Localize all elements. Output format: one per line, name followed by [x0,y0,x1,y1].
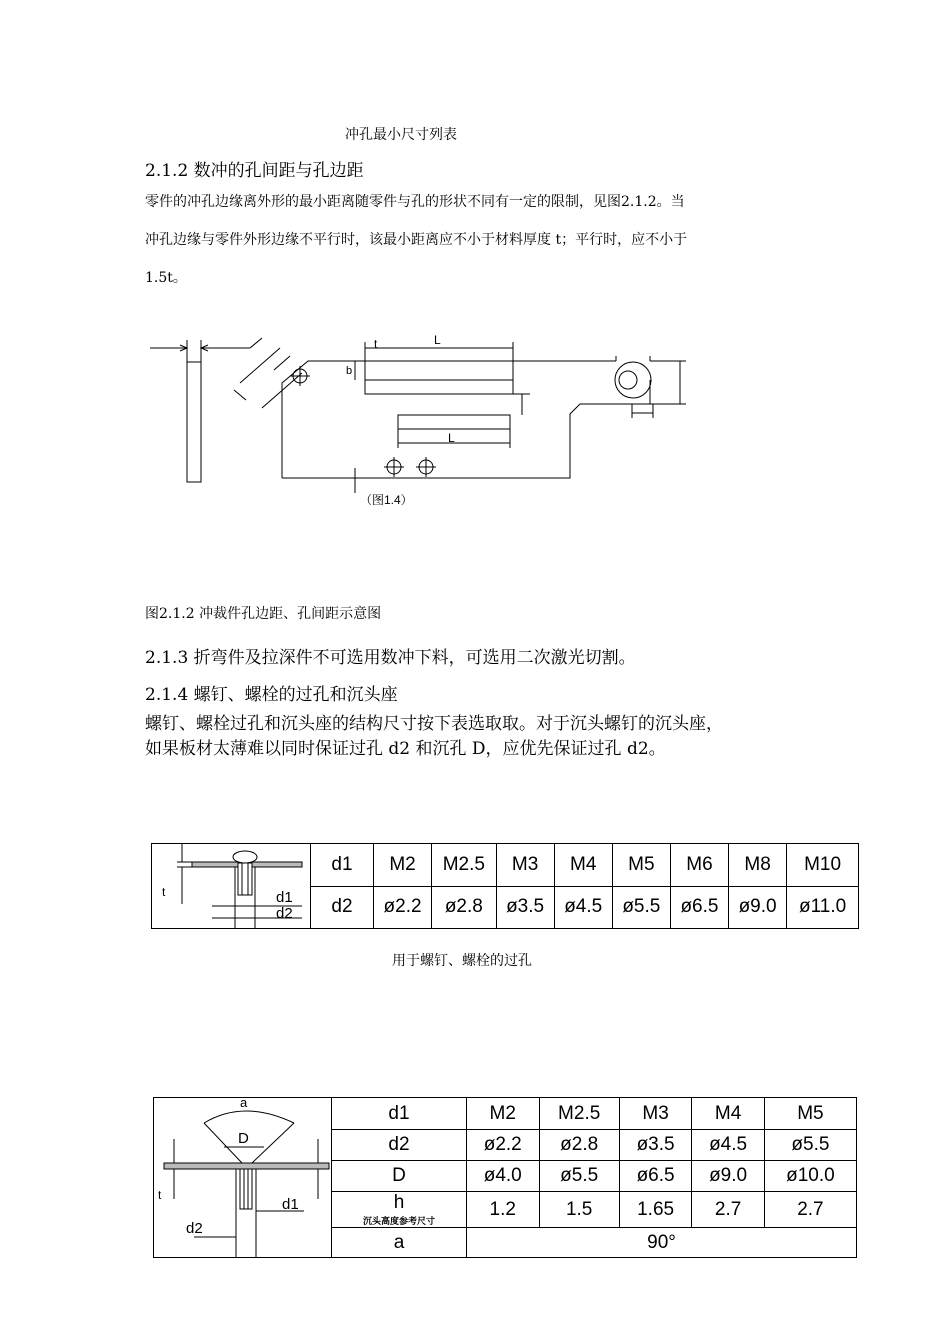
section-2-1-4-line2: 如果板材太薄难以同时保证过孔 d2 和沉孔 D，应优先保证过孔 d2。 [145,739,666,759]
table2-label-d1: d1 [282,1195,299,1213]
section-2-1-2-heading: 2.1.2 数冲的孔间距与孔边距 [145,161,364,181]
table2-h-label-cell [332,1192,467,1228]
table2-cell: ø5.5 [539,1161,619,1192]
table2-cell: M2.5 [539,1098,619,1130]
table2-cell: 1.5 [539,1192,619,1228]
table1-caption: 用于螺钉、螺栓的过孔 [392,953,532,969]
table1-cell: ø2.8 [432,886,496,929]
section-2-1-4-heading: 2.1.4 螺钉、螺栓的过孔和沉头座 [145,685,398,705]
table1-label-d2: d2 [276,905,293,922]
section-2-1-4-line1: 螺钉、螺栓过孔和沉头座的结构尺寸按下表选取取。对于沉头螺钉的沉头座， [145,714,723,734]
fig-label-b: b [346,365,353,377]
table2-cell: M5 [764,1098,856,1130]
table2-cell: M4 [692,1098,765,1130]
table1-cell: d2 [311,886,374,929]
table1-cell: M4 [554,844,612,887]
table2-cell: M3 [619,1098,692,1130]
section-2-1-2-line1: 零件的冲孔边缘离外形的最小距离随零件与孔的形状不同有一定的限制，见图2.1.2。当 [145,194,685,210]
countersink-table [153,1097,857,1258]
table2-a-value: 90° [467,1228,857,1258]
table1-cell: ø6.5 [670,886,728,929]
countersink-diagram-cell [154,1098,332,1258]
clearance-hole-table [151,843,859,929]
table2-h-label: h [393,1192,405,1213]
table2-label-a: a [240,1098,248,1110]
table2-cell: ø5.5 [764,1130,856,1161]
hole-spacing-diagram [150,318,710,518]
fig-label-L-top: L [434,333,441,347]
table1-label-t: t [162,885,166,899]
table1-cell: M5 [612,844,670,887]
table2-cell: 1.65 [619,1192,692,1228]
table2-cell: ø2.2 [467,1130,540,1161]
table1-cell: ø5.5 [612,886,670,929]
table2-cell: M2 [467,1098,540,1130]
table1-cell: ø2.2 [374,886,432,929]
table2-cell: 1.2 [467,1192,540,1228]
table2-label-t: t [158,1187,162,1202]
table2-cell: D [332,1161,467,1192]
table2-a-label: a [332,1228,467,1258]
list-title: 冲孔最小尺寸列表 [345,127,457,143]
table1-label-d1: d1 [276,889,293,906]
table1-cell: M6 [670,844,728,887]
table1-cell: ø9.0 [729,886,787,929]
table2-cell: d2 [332,1130,467,1161]
fig-label-caption-small: （图1.4） [360,493,413,507]
table2-cell: ø4.0 [467,1161,540,1192]
table1-cell: M3 [496,844,554,887]
table2-label-D: D [238,1129,249,1147]
section-2-1-3-heading: 2.1.3 折弯件及拉深件不可选用数冲下料，可选用二次激光切割。 [145,648,636,668]
countersink-diagram [154,1099,331,1257]
fig-label-t: t [374,337,378,351]
section-2-1-2-line2: 冲孔边缘与零件外形边缘不平行时，该最小距离应不小于材料厚度 t；平行时，应不小于 [145,232,688,248]
table1-cell: ø4.5 [554,886,612,929]
fig-label-L-bottom: L [448,431,455,445]
table1-cell: M2 [374,844,432,887]
screw-clearance-diagram [152,844,310,928]
table1-cell: ø3.5 [496,886,554,929]
table1-cell: M10 [787,844,859,887]
table2-cell: ø4.5 [692,1130,765,1161]
table1-cell: d1 [311,844,374,887]
table2-cell: 2.7 [692,1192,765,1228]
section-2-1-2-line3: 1.5t。 [145,270,187,286]
table2-cell: ø10.0 [764,1161,856,1192]
table1-cell: M8 [729,844,787,887]
table2-cell: 2.7 [764,1192,856,1228]
table2-cell: ø2.8 [539,1130,619,1161]
figure-caption: 图2.1.2 冲裁件孔边距、孔间距示意图 [145,606,382,622]
table2-cell: ø9.0 [692,1161,765,1192]
clearance-hole-diagram-cell [152,844,311,929]
table1-cell: M2.5 [432,844,496,887]
table2-label-d2: d2 [186,1219,203,1237]
table2-h-note: 沉头高度参考尺寸 [362,1217,435,1227]
table2-cell: ø6.5 [619,1161,692,1192]
table2-cell: ø3.5 [619,1130,692,1161]
table1-cell: ø11.0 [787,886,859,929]
table2-cell: d1 [332,1098,467,1130]
